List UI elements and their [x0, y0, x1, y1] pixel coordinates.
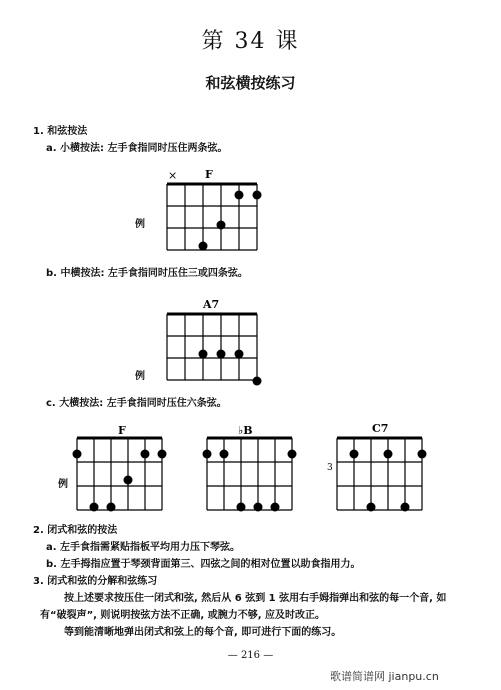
finger-dot	[253, 377, 262, 386]
finger-dot	[384, 450, 393, 459]
chord-name: A7	[203, 298, 220, 311]
section-1a-text: a. 小横按法: 左手食指同时压住两条弦。	[46, 143, 228, 154]
finger-dot	[73, 450, 82, 459]
finger-dot	[220, 450, 229, 459]
section-1b-text: b. 中横按法: 左手食指同时压住三或四条弦。	[46, 268, 248, 279]
finger-dot	[217, 221, 226, 230]
finger-dot	[235, 191, 244, 200]
chord-name: C7	[372, 422, 389, 435]
finger-dot	[235, 350, 244, 359]
finger-dot	[199, 350, 208, 359]
section-2a-text: a. 左手食指需紧贴指板平均用力压下琴弦。	[46, 542, 241, 553]
finger-dot	[253, 191, 262, 200]
finger-dot	[90, 503, 99, 512]
chord-name: ♭B	[238, 424, 253, 437]
finger-dot	[217, 350, 226, 359]
finger-dot	[401, 503, 410, 512]
lesson-subtitle: 和弦横按练习	[205, 74, 296, 92]
section-2-heading: 2. 闭式和弦的按法	[33, 525, 118, 536]
finger-dot	[141, 450, 150, 459]
finger-dot	[203, 450, 212, 459]
finger-dot	[158, 450, 167, 459]
finger-dot	[199, 242, 208, 251]
finger-dot	[254, 503, 263, 512]
chord-diagram-bb	[190, 420, 300, 520]
watermark: 歌谱简谱网 jianpu.cn	[330, 670, 439, 683]
chord-diagram-a7	[150, 296, 270, 392]
finger-dot	[124, 476, 133, 485]
finger-dot	[271, 503, 280, 512]
page-number: — 216 —	[227, 650, 274, 661]
section-1c-text: c. 大横按法: 左手食指同时压住六条弦。	[46, 398, 227, 409]
section-2b-text: b. 左手拇指应置于琴颈背面第三、四弦之间的相对位置以助食指用力。	[46, 559, 361, 570]
finger-dot	[237, 503, 246, 512]
example-label: 例	[135, 219, 145, 230]
example-label: 例	[58, 479, 68, 490]
finger-dot	[418, 450, 427, 459]
fret-number: 3	[327, 463, 333, 473]
chord-name: F	[118, 424, 126, 437]
chord-diagram-c7	[320, 420, 440, 520]
paragraph-1: 按上述要求按压住一闭式和弦, 然后从 6 弦到 1 弦用右手姆指弹出和弦的每一个音, 如有“破裂声”, 则说明按弦方法不正确, 或腕力不够, 应及时改正。	[40, 593, 447, 621]
finger-dot	[107, 503, 116, 512]
finger-dot	[367, 503, 376, 512]
chord-diagram-f-small	[150, 166, 270, 266]
finger-dot	[288, 450, 297, 459]
example-label: 例	[135, 371, 145, 382]
chord-diagram-f-full	[60, 420, 170, 520]
section-1-heading: 1. 和弦按法	[33, 126, 88, 137]
chord-name: F	[205, 168, 213, 181]
paragraph-2: 等到能清晰地弹出闭式和弦上的每个音, 即可进行下面的练习。	[64, 627, 342, 638]
section-3-heading: 3. 闭式和弦的分解和弦练习	[33, 576, 158, 587]
lesson-title: 第 34 课	[201, 29, 300, 54]
finger-dot	[350, 450, 359, 459]
mute-mark: ×	[168, 169, 178, 182]
